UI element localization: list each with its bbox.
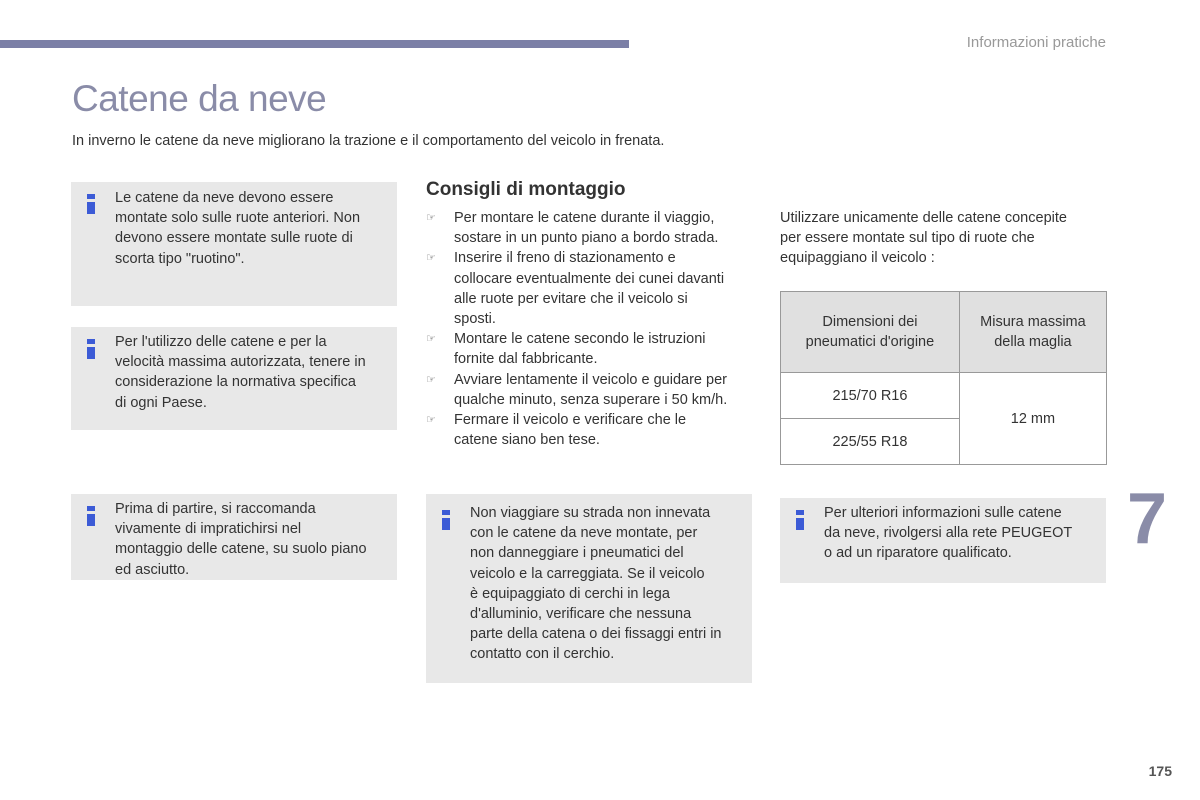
pointing-hand-icon: ☞ — [426, 212, 436, 224]
column-header-tyre-size: Dimensioni dei pneumatici d'origine — [781, 292, 960, 373]
info-box-front-wheels — [71, 182, 397, 306]
info-icon — [442, 510, 450, 530]
list-item: ☞ Fermare il veicolo e verificare che le catene siano ben tese. — [426, 412, 687, 449]
section-title: Informazioni pratiche — [966, 34, 1106, 51]
tyre-chain-table — [780, 291, 1107, 465]
intro-text: In inverno le catene da neve migliorano la trazione e il comportamento del veicolo in frenata. — [72, 133, 665, 149]
info-box-peugeot-network — [780, 498, 1106, 583]
tyre-size-cell: 225/55 R18 — [781, 419, 960, 465]
info-box-practice — [71, 494, 397, 580]
info-icon — [87, 194, 95, 214]
info-box-regulations — [71, 327, 397, 430]
info-box-text: Prima di partire, si raccomanda vivamente di impratichirsi nel montaggio delle catene, su suolo piano ed asciutto. — [115, 501, 367, 578]
info-icon — [87, 339, 95, 359]
pointing-hand-icon: ☞ — [426, 252, 436, 265]
chapter-number: 7 — [1127, 479, 1168, 559]
list-item: ☞ Per montare le catene durante il viaggio, sostare in un punto piano a bordo strada. — [426, 210, 719, 247]
table-header-row — [781, 292, 1107, 373]
page-number: 175 — [1148, 763, 1172, 779]
info-box-text: Per ulteriori informazioni sulle catene da neve, rivolgersi alla rete PEUGEOT o ad un riparatore qualificato. — [824, 505, 1073, 562]
mounting-steps-list — [426, 208, 756, 450]
info-box-no-snow-roads — [426, 494, 752, 683]
info-box-text: Per l'utilizzo delle catene e per la velocità massima autorizzata, tenere in considerazione la normativa specifica di ogni Paese. — [115, 334, 366, 411]
info-icon — [87, 506, 95, 526]
info-box-text: Non viaggiare su strada non innevata con le catene da neve montate, per non danneggiare i pneumatici del veicolo e la carreggiata. Se il veicolo è equipaggiato di cerchi in lega d'alluminio, verificare che nessuna parte della catena o dei fissaggi entri in contatto con il cerchio. — [470, 505, 722, 663]
info-box-text: Le catene da neve devono essere montate solo sulle ruote anteriori. Non devono essere montate sulle ruote di scorta tipo "ruotino". — [115, 190, 361, 267]
usage-note: Utilizzare unicamente delle catene concepite per essere montate sul tipo di ruote che equipaggiano il veicolo : — [780, 210, 1067, 267]
tyre-size-cell: 215/70 R16 — [781, 373, 960, 419]
list-item: ☞ Avviare lentamente il veicolo e guidare per qualche minuto, senza superare i 50 km/h. — [426, 371, 728, 408]
pointing-hand-icon: ☞ — [426, 414, 436, 427]
mesh-size-cell: 12 mm — [959, 373, 1106, 465]
header-accent-bar — [0, 40, 629, 48]
page-title: Catene da neve — [72, 78, 327, 119]
table-row — [781, 373, 1107, 419]
list-item: ☞ Montare le catene secondo le istruzioni fornite dal fabbricante. — [426, 331, 706, 368]
list-item: ☞ Inserire il freno di stazionamento e collocare eventualmente dei cunei davanti alle ruote per evitare che il veicolo si sposti. — [426, 250, 725, 328]
pointing-hand-icon: ☞ — [426, 373, 436, 386]
column-header-mesh-size: Misura massima della maglia — [959, 292, 1106, 373]
mounting-heading: Consigli di montaggio — [426, 179, 626, 200]
pointing-hand-icon: ☞ — [426, 333, 436, 346]
info-icon — [796, 510, 804, 530]
